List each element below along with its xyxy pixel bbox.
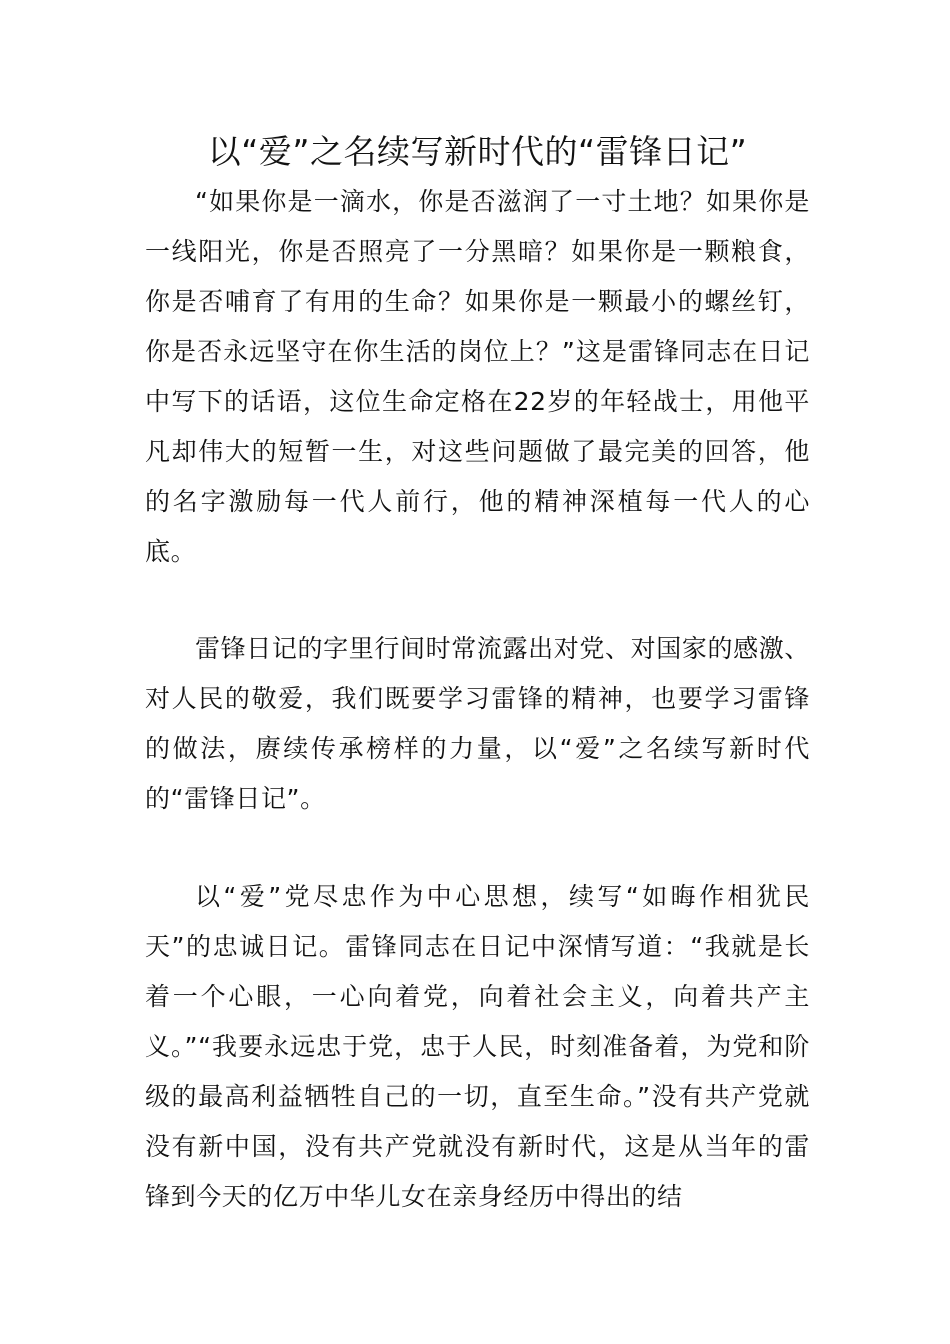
paragraph-3: 以“爱”党尽忠作为中心思想，续写“如晦作相犹民天”的忠诚日记。雷锋同志在日记中深情写道：“我就是长着一个心眼，一心向着党，向着社会主义，向着共产主义。”“我要永远忠于党，忠于人民，时刻准备着，为党和阶级的最高利益牺牲自己的一切，直至生命。”没有共产党就没有新中国，没有共产党就没有新时代，这是从当年的雷锋到今天的亿万中华儿女在亲身经历中得出的结 — [145, 882, 810, 1211]
document-title: 以“爱”之名续写新时代的“雷锋日记” — [207, 132, 748, 171]
paragraph-1: “如果你是一滴水，你是否滋润了一寸土地？如果你是一线阳光，你是否照亮了一分黑暗？如果你是一颗粮食，你是否哺育了有用的生命？如果你是一颗最小的螺丝钉，你是否永远坚守在你生活的岗位上？”这是雷锋同志在日记中写下的话语，这位生命定格在22岁的年轻战士，用他平凡却伟大的短暂一生，对这些问题做了最完美的回答，他的名字激励每一代人前行，他的精神深植每一代人的心底。 — [145, 187, 810, 566]
paragraph-2: 雷锋日记的字里行间时常流露出对党、对国家的感激、对人民的敬爱，我们既要学习雷锋的精神，也要学习雷锋的做法，赓续传承榜样的力量，以“爱”之名续写新时代的“雷锋日记”。 — [145, 634, 810, 813]
